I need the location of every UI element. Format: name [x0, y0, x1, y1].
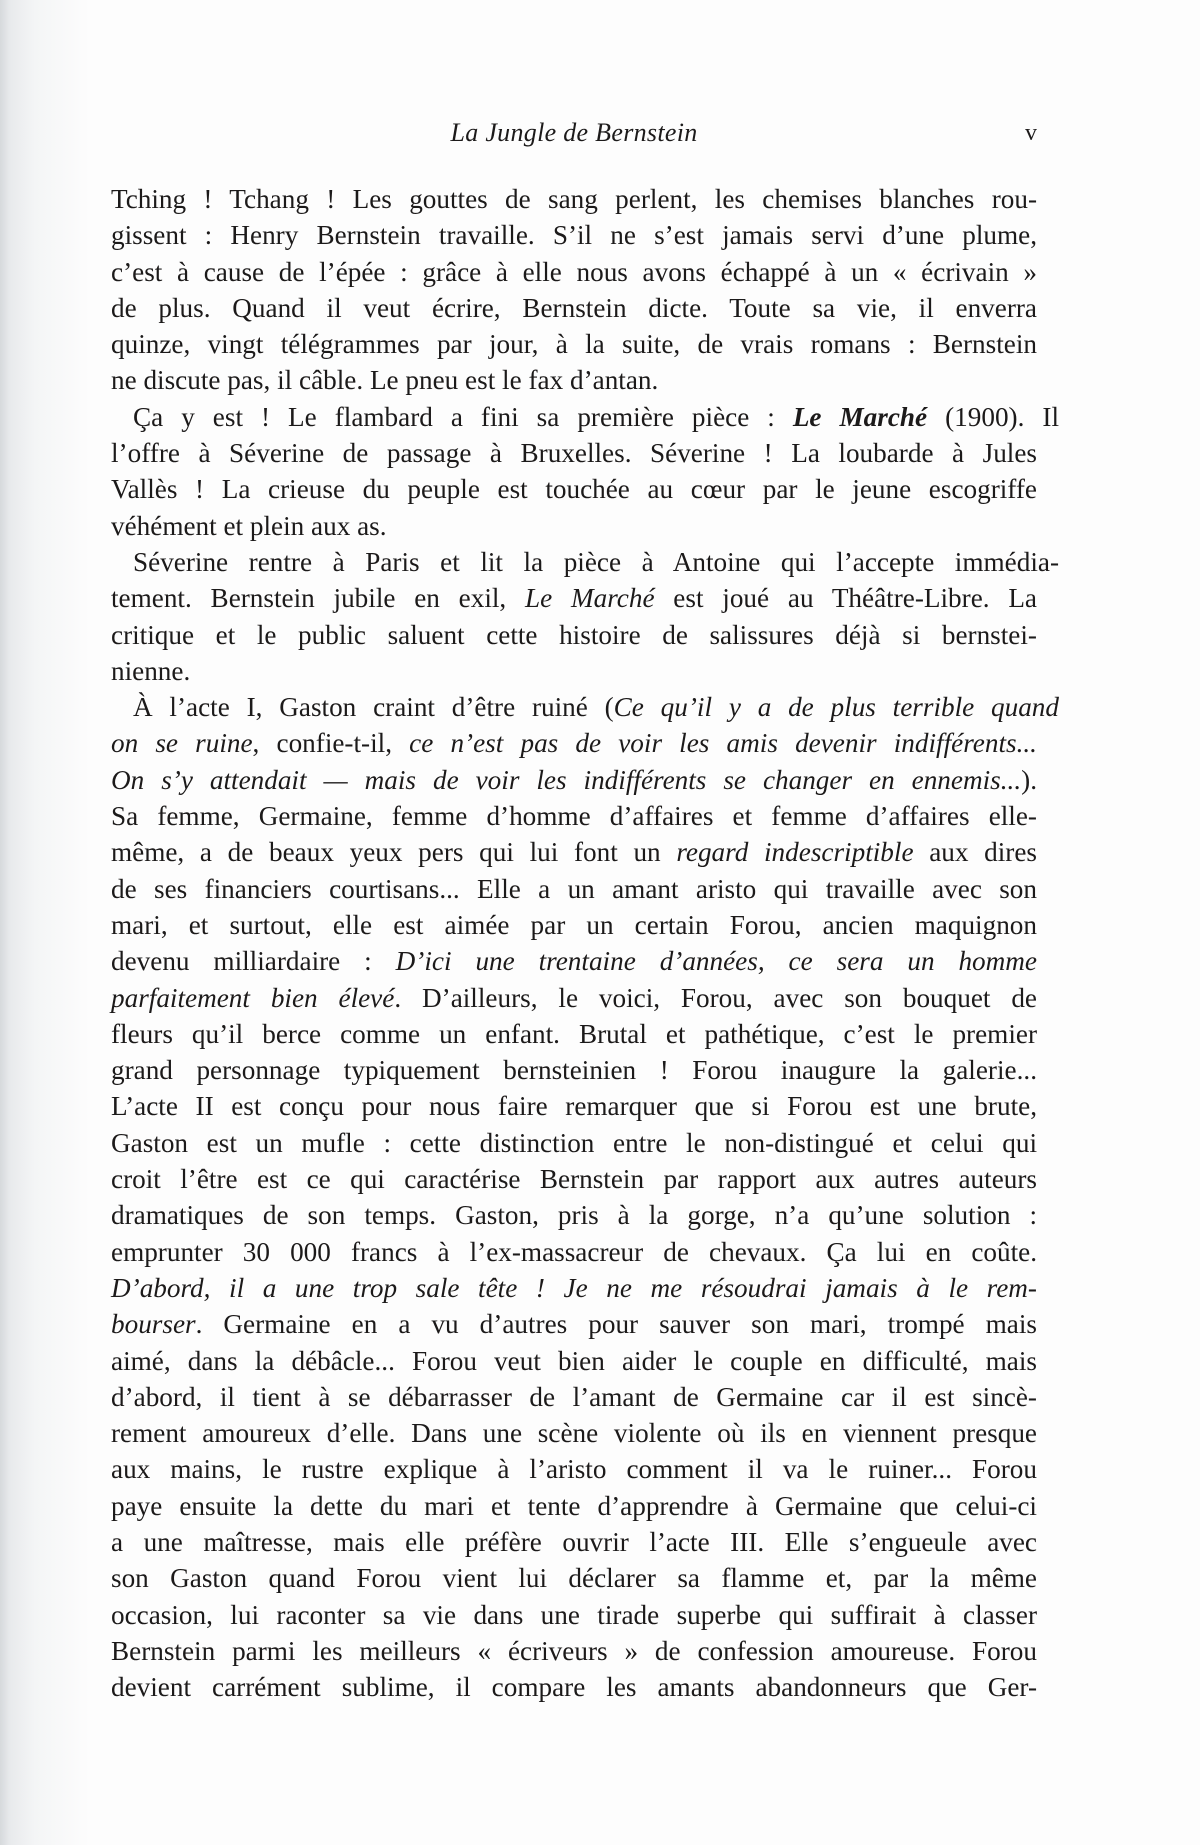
text-run: même, a de beaux yeux pers qui lui font un	[111, 837, 677, 868]
text-run: gissent : Henry Bernstein travaille. S’il ne s’est jamais servi d’une plume,	[111, 220, 1037, 251]
text-line	[111, 181, 1037, 217]
text-run: grand personnage typiquement bernsteinien ! Forou inaugure la galerie...	[111, 1055, 1037, 1086]
italic-run: D’abord, il a une trop sale tête ! Je ne me résoudrai jamais à le rem-	[111, 1272, 1037, 1303]
text-line	[111, 290, 1037, 326]
text-line	[111, 907, 1037, 943]
text-run: paye ensuite la dette du mari et tente d’apprendre à Germaine que celui-ci	[111, 1490, 1037, 1521]
text-run: Tching ! Tchang ! Les gouttes de sang perlent, les chemises blanches rou-	[111, 184, 1037, 214]
text-line	[111, 1560, 1037, 1596]
text-line	[111, 435, 1037, 471]
text-line	[111, 544, 1059, 580]
bold-italic-title: Le Marché	[792, 401, 928, 432]
text-run: ).	[1021, 764, 1037, 795]
italic-run: Le Marché	[525, 583, 655, 614]
text-line	[111, 326, 1037, 362]
italic-run: D’ici une trentaine d’années, ce sera un homme	[395, 946, 1037, 977]
text-line	[111, 1451, 1037, 1487]
text-line	[111, 762, 1037, 798]
text-run: est joué au Théâtre-Libre. La	[654, 583, 1038, 614]
text-run: Vallès ! La crieuse du peuple est touchée au cœur par le jeune escogriffe	[111, 474, 1037, 505]
text-line	[111, 1234, 1037, 1270]
text-run: . Germaine en a vu d’autres pour sauver son mari, trompé mais	[195, 1309, 1037, 1340]
text-run: emprunter 30 000 francs à l’ex-massacreur de chevaux. Ça lui en coûte.	[111, 1236, 1037, 1267]
text-run: d’abord, il tient à se débarrasser de l’amant de Germaine car il est sincè-	[111, 1381, 1037, 1412]
text-line	[111, 1633, 1037, 1669]
text-run: Ça y est ! Le flambard a fini sa première pièce :	[133, 401, 793, 432]
text-run: quinze, vingt télégrammes par jour, à la suite, de vrais romans : Bernstein	[111, 329, 1037, 360]
italic-run: regard indescriptible	[676, 837, 914, 868]
text-run: fleurs qu’il berce comme un enfant. Brutal et pathétique, c’est le premier	[111, 1018, 1037, 1049]
text-line	[111, 399, 1059, 435]
italic-run: on se ruine	[111, 728, 253, 759]
text-run: devient carrément sublime, il compare les amants abandonneurs que Ger-	[111, 1672, 1037, 1703]
text-run: aux mains, le rustre explique à l’aristo comment il va le ruiner... Forou	[111, 1454, 1037, 1485]
text-line	[111, 1052, 1037, 1088]
text-run: dramatiques de son temps. Gaston, pris à la gorge, n’a qu’une solution :	[111, 1200, 1037, 1231]
text-line	[111, 725, 1037, 761]
text-line	[111, 1669, 1037, 1705]
text-line	[111, 871, 1037, 907]
text-line	[111, 362, 1037, 398]
text-run: nienne.	[111, 655, 191, 686]
body-text	[111, 181, 1059, 1705]
text-line	[111, 617, 1037, 653]
text-run: À l’acte I, Gaston craint d’être ruiné (	[133, 692, 614, 723]
text-line	[111, 798, 1037, 834]
italic-run: Ce qu’il y a de plus terrible quand	[613, 692, 1059, 723]
italic-run: On s’y attendait — mais de voir les indifférents se changer en ennemis...	[111, 764, 1022, 795]
running-title: La Jungle de Bernstein	[450, 118, 698, 147]
text-line	[111, 1125, 1037, 1161]
text-line	[111, 471, 1037, 507]
text-run: L’acte II est conçu pour nous faire remarquer que si Forou est une brute,	[111, 1091, 1037, 1122]
text-run: de ses financiers courtisans... Elle a un amant aristo qui travaille avec son	[111, 873, 1037, 904]
text-line	[111, 1597, 1037, 1633]
text-line	[111, 217, 1037, 253]
text-run: de plus. Quand il veut écrire, Bernstein dicte. Toute sa vie, il enverra	[111, 292, 1037, 323]
italic-run: parfaitement bien élevé	[111, 982, 395, 1013]
text-run: c’est à cause de l’épée : grâce à elle nous avons échappé à un « écrivain »	[111, 256, 1037, 287]
text-line	[111, 508, 1037, 544]
text-run: critique et le public saluent cette histoire de salissures déjà si bernstei-	[111, 619, 1037, 650]
text-run: croit l’être est ce qui caractérise Bernstein par rapport aux autres auteurs	[111, 1164, 1037, 1195]
text-line	[111, 689, 1059, 725]
page-number: v	[1025, 120, 1037, 146]
text-line	[111, 1488, 1037, 1524]
text-run: aimé, dans la débâcle... Forou veut bien aider le couple en difficulté, mais	[111, 1345, 1037, 1376]
text-line	[111, 254, 1037, 290]
text-run: véhément et plein aux as.	[111, 510, 387, 541]
text-line	[111, 1343, 1037, 1379]
text-run: aux dires	[913, 837, 1037, 868]
text-line	[111, 1197, 1037, 1233]
text-line	[111, 1524, 1037, 1560]
text-line	[111, 834, 1037, 870]
text-run: l’offre à Séverine de passage à Bruxelles. Séverine ! La loubarde à Jules	[111, 438, 1037, 469]
text-run: Gaston est un mufle : cette distinction entre le non-distingué et celui qui	[111, 1127, 1037, 1158]
text-line	[111, 1379, 1037, 1415]
text-line	[111, 1088, 1037, 1124]
text-line	[111, 653, 1037, 689]
text-line	[111, 1415, 1037, 1451]
text-run: ne discute pas, il câble. Le pneu est le fax d’antan.	[111, 365, 659, 396]
text-run: mari, et surtout, elle est aimée par un certain Forou, ancien maquignon	[111, 909, 1037, 940]
text-line	[111, 1161, 1037, 1197]
running-head	[111, 113, 1037, 153]
text-line	[111, 580, 1037, 616]
text-run: a une maîtresse, mais elle préfère ouvrir l’acte III. Elle s’engueule avec	[111, 1526, 1037, 1557]
scan-gutter-shadow	[0, 0, 90, 1845]
text-line	[111, 1270, 1037, 1306]
text-run: (1900). Il	[927, 401, 1059, 432]
text-run: devenu milliardaire :	[111, 946, 396, 977]
italic-run: ce n’est pas de voir les amis devenir indifférents...	[409, 728, 1037, 759]
text-line	[111, 943, 1037, 979]
text-run: rement amoureux d’elle. Dans une scène violente où ils en viennent presque	[111, 1418, 1037, 1449]
text-run: Bernstein parmi les meilleurs « écriveurs » de confession amoureuse. Forou	[111, 1635, 1037, 1666]
text-line	[111, 1016, 1037, 1052]
text-run: son Gaston quand Forou vient lui déclarer sa flamme et, par la même	[111, 1563, 1037, 1594]
text-run: , confie-t-il,	[252, 728, 410, 759]
text-line	[111, 1306, 1037, 1342]
text-run: Séverine rentre à Paris et lit la pièce à Antoine qui l’accepte immédia-	[133, 546, 1059, 577]
text-run: . D’ailleurs, le voici, Forou, avec son bouquet de	[394, 982, 1037, 1013]
text-run: occasion, lui raconter sa vie dans une tirade superbe qui suffirait à classer	[111, 1599, 1037, 1630]
text-run: Sa femme, Germaine, femme d’homme d’affaires et femme d’affaires elle-	[111, 801, 1037, 832]
text-run: tement. Bernstein jubile en exil,	[111, 583, 526, 614]
text-line	[111, 980, 1037, 1016]
italic-run: bourser	[111, 1309, 196, 1340]
